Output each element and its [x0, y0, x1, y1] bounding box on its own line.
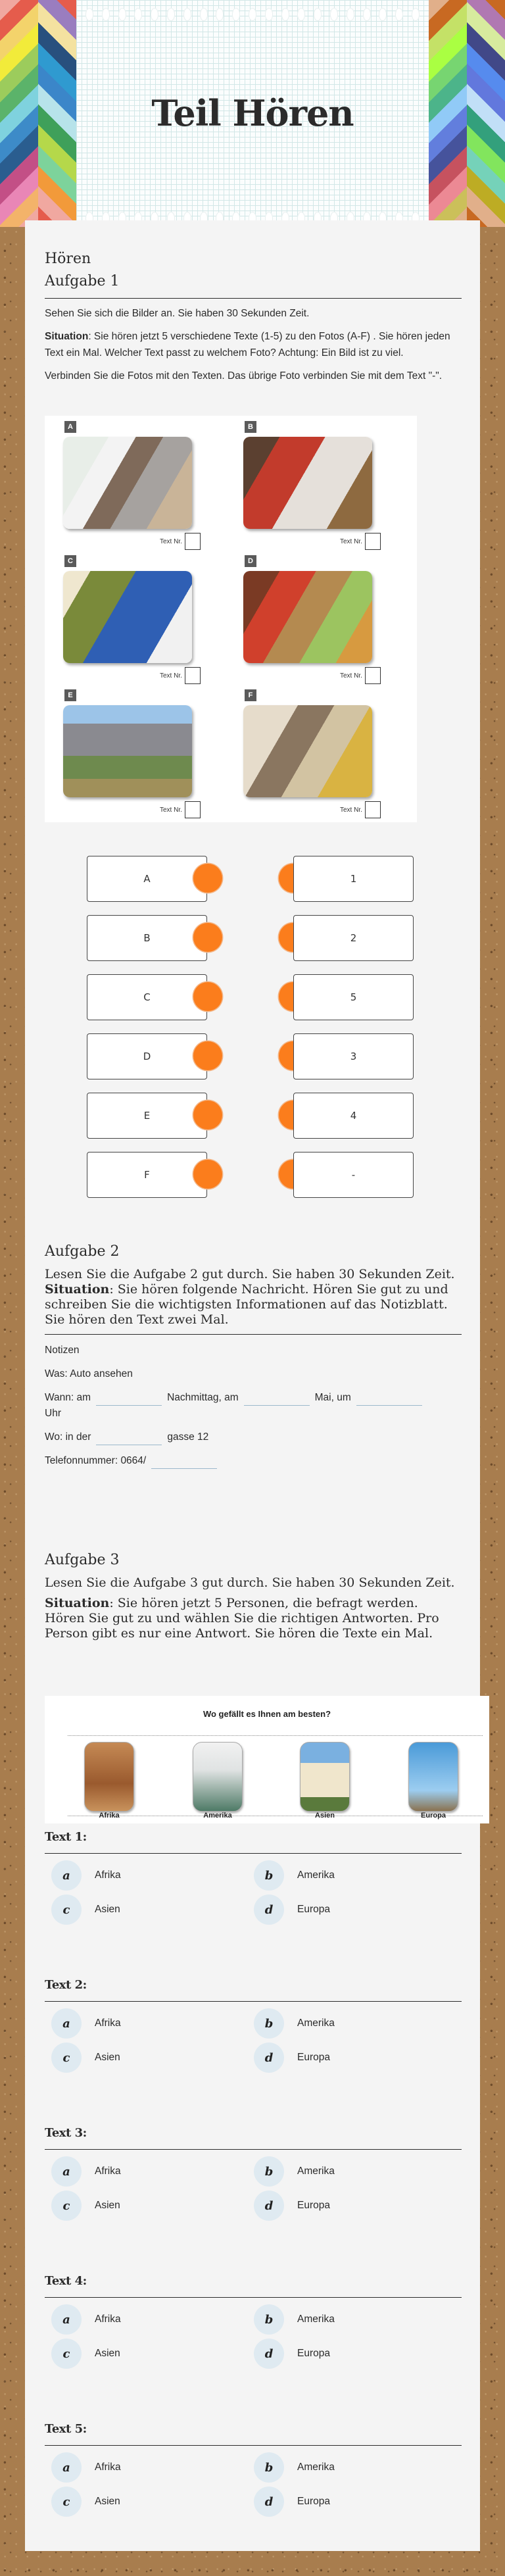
notes-was: Was: Auto ansehen [45, 1368, 133, 1379]
option-badge: d [254, 2043, 284, 2073]
photo-pharmacy [63, 437, 192, 529]
match-item-right[interactable]: 3 [293, 1033, 414, 1079]
option-label: Asien [95, 1904, 120, 1915]
options [45, 2156, 462, 2229]
option-label: Amerika [297, 2462, 335, 2473]
photo-card-e [45, 684, 222, 816]
taj-mahal-image [300, 1742, 350, 1812]
wo-street-input[interactable] [96, 1431, 162, 1445]
option-badge: b [254, 2156, 284, 2187]
option-label: Europa [297, 2052, 330, 2063]
divider [45, 2001, 462, 2002]
option-b[interactable] [254, 2452, 335, 2483]
connector-handle[interactable] [193, 982, 222, 1011]
wann-time-input[interactable] [356, 1391, 422, 1406]
photo-letter: E [64, 689, 76, 701]
option-label: Amerika [297, 2314, 335, 2325]
continents-question: Wo gefällt es Ihnen am besten? [203, 1709, 331, 1719]
option-badge: d [254, 2339, 284, 2369]
connector-handle[interactable] [193, 1160, 222, 1189]
option-badge: b [254, 2452, 284, 2483]
option-label: Asien [95, 2052, 120, 2063]
option-badge: c [51, 2043, 82, 2073]
wann-label-4: Uhr [45, 1408, 61, 1419]
question-text-5 [45, 2422, 462, 2525]
label-europa: Europa [421, 1812, 446, 1820]
options [45, 1860, 462, 1933]
photo-supermarket [243, 571, 372, 663]
aufgabe-2-situation [45, 1282, 462, 1327]
option-c[interactable] [51, 2043, 120, 2073]
option-b[interactable] [254, 1860, 335, 1891]
options [45, 2304, 462, 2377]
question-text-3 [45, 2126, 462, 2229]
label-amerika: Amerika [203, 1812, 232, 1820]
option-label: Amerika [297, 2018, 335, 2029]
telefon-input[interactable] [151, 1454, 217, 1469]
match-row [25, 1033, 480, 1079]
aufgabe-3-section [45, 1550, 462, 1641]
situation-text: : Sie hören jetzt 5 Personen, die befragt werden. Hören Sie gut zu und wählen Sie die richtigen Antworten. Pro Person gibt es nur eine Antwort. Sie hören die Texte ein Mal. [45, 1596, 439, 1641]
match-item-left[interactable]: F [87, 1152, 207, 1198]
question-title: Text 3: [45, 2126, 87, 2140]
situation-text: : Sie hören folgende Nachricht. Hören Sie gut zu und schreiben Sie die wichtigsten Informationen auf das Notizblatt. Sie hören den Text zwei Mal. [45, 1282, 448, 1327]
question-title: Text 4: [45, 2274, 87, 2288]
aufgabe-1-instruction: Verbinden Sie die Fotos mit den Texten. Das übrige Foto verbinden Sie mit dem Text "-". [45, 370, 443, 382]
option-label: Europa [297, 2200, 330, 2211]
options [45, 2452, 462, 2525]
text-nr-label: Text Nr. [340, 672, 362, 680]
question-title: Text 1: [45, 1830, 87, 1844]
statue-of-liberty-image [193, 1742, 243, 1812]
connector-handle[interactable] [193, 923, 222, 952]
text-nr-box [365, 533, 381, 550]
aufgabe-3-title: Aufgabe 3 [45, 1552, 120, 1568]
label-asien: Asien [315, 1812, 335, 1820]
match-row [25, 1093, 480, 1139]
section-title: Hören [45, 251, 91, 267]
aufgabe-1-section [45, 249, 462, 384]
option-badge: d [254, 1895, 284, 1925]
option-badge: d [254, 2191, 284, 2221]
option-label: Europa [297, 2496, 330, 2507]
aufgabe-2-intro: Lesen Sie die Aufgabe 2 gut durch. Sie haben 30 Sekunden Zeit. [45, 1267, 455, 1281]
option-c[interactable] [51, 1895, 120, 1925]
match-item-right[interactable]: 4 [293, 1093, 414, 1139]
continents-image [45, 1696, 489, 1823]
photo-letter: B [245, 421, 256, 433]
option-c[interactable] [51, 2191, 120, 2221]
option-d[interactable] [254, 2043, 330, 2073]
notes-block [45, 1343, 462, 1469]
photo-card-f [225, 684, 402, 816]
photo-letter: D [245, 555, 256, 567]
option-d[interactable] [254, 2339, 330, 2369]
wo-label-2: gasse 12 [167, 1431, 209, 1443]
text-nr-box [365, 667, 381, 684]
text-nr-box [185, 801, 201, 818]
connector-handle[interactable] [193, 1101, 222, 1129]
match-item-left[interactable]: C [87, 974, 207, 1020]
option-badge: c [51, 1895, 82, 1925]
text-nr-label: Text Nr. [160, 806, 182, 814]
aufgabe-2-section [45, 1242, 462, 1469]
option-label: Afrika [95, 2018, 121, 2029]
question-text-2 [45, 1978, 462, 2081]
situation-label: Situation [45, 1596, 110, 1610]
photo-hiking [63, 705, 192, 797]
match-row [25, 1152, 480, 1198]
wann-label-3: Mai, um [314, 1392, 351, 1403]
match-item-left[interactable]: A [87, 856, 207, 902]
connector-handle[interactable] [193, 864, 222, 893]
option-badge: a [51, 2452, 82, 2483]
option-badge: b [254, 2304, 284, 2335]
option-label: Afrika [95, 1870, 121, 1881]
photo-letter: F [245, 689, 256, 701]
option-c[interactable] [51, 2339, 120, 2369]
situation-text: : Sie hören jetzt 5 verschiedene Texte (1-5) zu den Fotos (A-F) . Sie hören jeden Text ein Mal. Welcher Text passt zu welchem Foto? Achtung: Ein Bild ist zu viel. [45, 331, 450, 359]
aufgabe-2-title: Aufgabe 2 [45, 1243, 120, 1260]
divider [45, 298, 462, 299]
option-label: Asien [95, 2348, 120, 2359]
page-title: Teil Hören [151, 92, 354, 134]
option-a[interactable] [51, 2008, 121, 2039]
text-nr-label: Text Nr. [340, 806, 362, 814]
option-label: Afrika [95, 2166, 121, 2177]
thumb-afrika [84, 1742, 134, 1812]
option-label: Amerika [297, 2166, 335, 2177]
divider [45, 2445, 462, 2446]
thumb-asien [300, 1742, 350, 1812]
text-nr-box [185, 533, 201, 550]
option-badge: c [51, 2487, 82, 2517]
wann-label: Wann: am [45, 1392, 91, 1403]
question-text-1 [45, 1830, 462, 1933]
thumb-amerika [193, 1742, 243, 1812]
option-badge: c [51, 2191, 82, 2221]
aufgabe-1-title: Aufgabe 1 [45, 273, 120, 289]
divider [45, 2149, 462, 2150]
telefon-label: Telefonnummer: 0664/ [45, 1455, 147, 1466]
label-afrika: Afrika [99, 1812, 120, 1820]
option-a[interactable] [51, 2156, 121, 2187]
option-c[interactable] [51, 2487, 120, 2517]
match-item-left[interactable]: B [87, 915, 207, 961]
option-badge: a [51, 1860, 82, 1891]
options [45, 2008, 462, 2081]
option-b[interactable] [254, 2304, 335, 2335]
aufgabe-1-intro: Sehen Sie sich die Bilder an. Sie haben 30 Sekunden Zeit. [45, 308, 310, 319]
option-label: Asien [95, 2200, 120, 2211]
match-row [25, 974, 480, 1020]
notes-heading: Notizen [45, 1345, 80, 1356]
text-nr-label: Text Nr. [340, 537, 362, 545]
option-d[interactable] [254, 2487, 330, 2517]
match-item-right[interactable]: 1 [293, 856, 414, 902]
option-a[interactable] [51, 2304, 121, 2335]
option-badge: a [51, 2008, 82, 2039]
option-badge: a [51, 2156, 82, 2187]
chevron-pattern-left [0, 0, 76, 227]
header-banner [0, 0, 505, 227]
photo-card-b [225, 416, 402, 547]
option-badge: c [51, 2339, 82, 2369]
option-label: Afrika [95, 2314, 121, 2325]
option-badge: d [254, 2487, 284, 2517]
option-badge: a [51, 2304, 82, 2335]
question-text-4 [45, 2274, 462, 2377]
match-item-left[interactable]: E [87, 1093, 207, 1139]
divider [45, 2297, 462, 2298]
wann-date-input[interactable] [244, 1391, 310, 1406]
option-label: Amerika [297, 1870, 335, 1881]
option-label: Europa [297, 1904, 330, 1915]
option-label: Asien [95, 2496, 120, 2507]
match-item-right[interactable]: 2 [293, 915, 414, 961]
option-badge: b [254, 1860, 284, 1891]
aufgabe-1-situation [45, 328, 462, 361]
connector-handle[interactable] [193, 1041, 222, 1070]
text-nr-label: Text Nr. [160, 537, 182, 545]
match-row [25, 856, 480, 902]
situation-label: Situation [45, 331, 89, 342]
wo-label: Wo: in der [45, 1431, 91, 1443]
notes-telefon [45, 1453, 462, 1469]
option-label: Afrika [95, 2462, 121, 2473]
aufgabe-3-situation [45, 1596, 462, 1641]
photo-laptop [63, 571, 192, 663]
notes-wann [45, 1390, 462, 1422]
aufgabe-3-intro: Lesen Sie die Aufgabe 3 gut durch. Sie haben 30 Sekunden Zeit. [45, 1575, 455, 1590]
photo-grid [45, 416, 417, 822]
option-a[interactable] [51, 1860, 121, 1891]
notes-wo [45, 1429, 462, 1445]
photo-cooking [243, 705, 372, 797]
match-item-right[interactable]: 5 [293, 974, 414, 1020]
option-badge: b [254, 2008, 284, 2039]
option-b[interactable] [254, 2156, 335, 2187]
divider [45, 1334, 462, 1335]
photo-letter: C [64, 555, 76, 567]
photo-letter: A [64, 421, 76, 433]
content-card [25, 220, 480, 2551]
question-title: Text 5: [45, 2422, 87, 2436]
photo-card-c [45, 550, 222, 681]
lion-image [84, 1742, 134, 1812]
match-item-right[interactable]: - [293, 1152, 414, 1198]
divider [45, 1853, 462, 1854]
thumb-europa [408, 1742, 458, 1812]
photo-card-d [225, 550, 402, 681]
wann-day-input[interactable] [96, 1391, 162, 1406]
punch-holes-top [85, 8, 420, 21]
option-b[interactable] [254, 2008, 335, 2039]
option-d[interactable] [254, 2191, 330, 2221]
situation-label: Situation [45, 1282, 110, 1297]
text-nr-label: Text Nr. [160, 672, 182, 680]
text-nr-box [185, 667, 201, 684]
text-nr-box [365, 801, 381, 818]
photo-photo-album [243, 437, 372, 529]
option-a[interactable] [51, 2452, 121, 2483]
question-title: Text 2: [45, 1978, 87, 1992]
photo-card-a [45, 416, 222, 547]
wann-label-2: Nachmittag, am [167, 1392, 239, 1403]
match-row [25, 915, 480, 961]
option-label: Europa [297, 2348, 330, 2359]
match-item-left[interactable]: D [87, 1033, 207, 1079]
eiffel-tower-image [408, 1742, 458, 1812]
chevron-pattern-right [429, 0, 505, 227]
option-d[interactable] [254, 1895, 330, 1925]
